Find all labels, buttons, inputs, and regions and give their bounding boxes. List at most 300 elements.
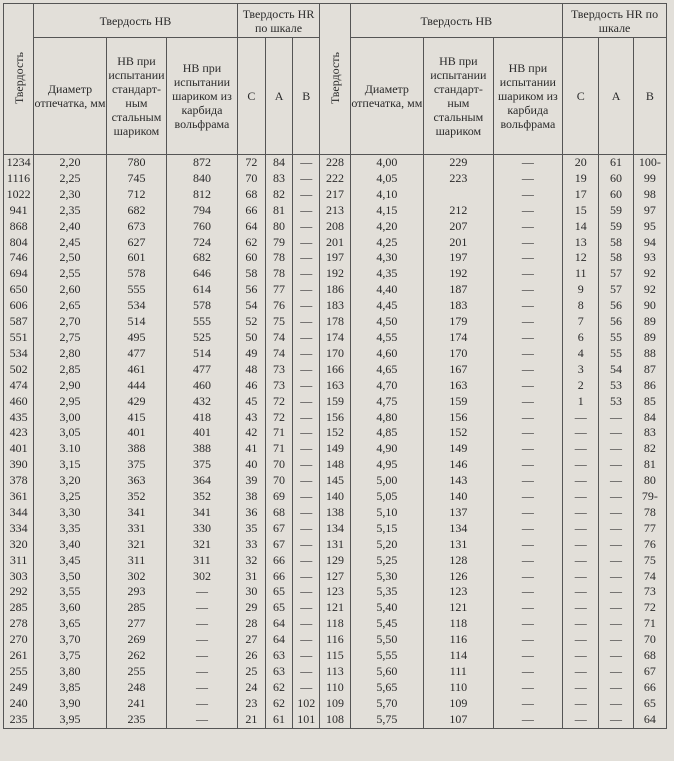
table-cell: —: [493, 473, 563, 489]
table-cell: 97: [633, 203, 666, 219]
table-cell: —: [493, 187, 563, 203]
table-cell: 72: [265, 410, 292, 426]
table-cell: —: [493, 537, 563, 553]
table-cell: 174: [320, 330, 350, 346]
table-cell: 68: [633, 648, 666, 664]
table-cell: 62: [265, 696, 292, 712]
table-cell: 794: [167, 203, 238, 219]
table-cell: 208: [320, 219, 350, 235]
table-cell: —: [167, 712, 238, 728]
table-cell: 868: [4, 219, 34, 235]
table-cell: 99: [633, 171, 666, 187]
table-cell: 235: [106, 712, 166, 728]
table-cell: 8: [563, 298, 599, 314]
table-cell: —: [493, 378, 563, 394]
table-cell: 48: [237, 362, 265, 378]
diameter-header-right: Диаметр отпечатка, мм: [350, 38, 424, 155]
table-cell: —: [563, 521, 599, 537]
table-cell: 80: [265, 219, 292, 235]
table-cell: 217: [320, 187, 350, 203]
table-cell: 2,55: [34, 266, 107, 282]
table-cell: 42: [237, 425, 265, 441]
table-cell: —: [293, 250, 320, 266]
table-cell: 2,80: [34, 346, 107, 362]
table-cell: —: [167, 664, 238, 680]
table-cell: —: [293, 553, 320, 569]
table-cell: 14: [563, 219, 599, 235]
table-cell: 222: [320, 171, 350, 187]
table-cell: —: [563, 664, 599, 680]
table-cell: —: [293, 235, 320, 251]
table-cell: 41: [237, 441, 265, 457]
table-cell: —: [563, 505, 599, 521]
table-cell: 59: [599, 219, 633, 235]
table-cell: 9: [563, 282, 599, 298]
table-cell: 341: [167, 505, 238, 521]
table-cell: 229: [424, 155, 494, 171]
table-cell: 474: [4, 378, 34, 394]
table-cell: 534: [106, 298, 166, 314]
table-cell: 5,05: [350, 489, 424, 505]
table-cell: 95: [633, 219, 666, 235]
table-cell: —: [493, 330, 563, 346]
table-cell: 461: [106, 362, 166, 378]
table-cell: 170: [320, 346, 350, 362]
table-cell: 115: [320, 648, 350, 664]
table-cell: —: [167, 600, 238, 616]
table-cell: 2,50: [34, 250, 107, 266]
table-cell: 682: [167, 250, 238, 266]
table-cell: —: [293, 330, 320, 346]
table-cell: 68: [265, 505, 292, 521]
table-cell: —: [493, 505, 563, 521]
table-cell: —: [563, 712, 599, 728]
table-cell: 5,45: [350, 616, 424, 632]
table-cell: 84: [633, 410, 666, 426]
table-cell: —: [293, 266, 320, 282]
table-cell: 107: [424, 712, 494, 728]
table-cell: 4,70: [350, 378, 424, 394]
table-cell: 186: [320, 282, 350, 298]
table-cell: 77: [265, 282, 292, 298]
table-cell: 66: [265, 569, 292, 585]
table-cell: —: [293, 505, 320, 521]
table-cell: 129: [320, 553, 350, 569]
table-cell: 88: [633, 346, 666, 362]
scale-a-header-left: А: [265, 38, 292, 155]
table-cell: 64: [265, 616, 292, 632]
table-cell: 3,25: [34, 489, 107, 505]
table-cell: 82: [265, 187, 292, 203]
scale-b-header-right: В: [633, 38, 666, 155]
table-cell: —: [293, 346, 320, 362]
table-cell: —: [493, 600, 563, 616]
table-cell: 32: [237, 553, 265, 569]
table-cell: —: [493, 664, 563, 680]
table-cell: 2,60: [34, 282, 107, 298]
table-row: [4, 203, 667, 219]
table-cell: 94: [633, 235, 666, 251]
table-row: [4, 489, 667, 505]
table-cell: 159: [424, 394, 494, 410]
table-cell: —: [493, 457, 563, 473]
table-row: [4, 235, 667, 251]
table-cell: —: [599, 616, 633, 632]
table-row: [4, 394, 667, 410]
table-cell: 33: [237, 537, 265, 553]
table-cell: 277: [106, 616, 166, 632]
table-cell: 650: [4, 282, 34, 298]
table-cell: 712: [106, 187, 166, 203]
table-cell: 4,85: [350, 425, 424, 441]
table-cell: 40: [237, 457, 265, 473]
table-cell: 302: [106, 569, 166, 585]
table-cell: 5,15: [350, 521, 424, 537]
scale-b-header-left: В: [293, 38, 320, 155]
table-cell: 627: [106, 235, 166, 251]
table-cell: 31: [237, 569, 265, 585]
table-cell: 29: [237, 600, 265, 616]
table-cell: 2,95: [34, 394, 107, 410]
table-cell: 6: [563, 330, 599, 346]
hb-group-header-right: Твердость НВ: [350, 4, 563, 38]
scale-c-header-left: С: [237, 38, 265, 155]
table-cell: 941: [4, 203, 34, 219]
table-cell: 152: [320, 425, 350, 441]
table-cell: 390: [4, 457, 34, 473]
table-cell: —: [293, 537, 320, 553]
table-cell: 3,15: [34, 457, 107, 473]
table-cell: 152: [424, 425, 494, 441]
table-cell: 364: [167, 473, 238, 489]
table-cell: 78: [633, 505, 666, 521]
table-cell: 11: [563, 266, 599, 282]
table-cell: —: [599, 489, 633, 505]
table-cell: 60: [599, 187, 633, 203]
table-cell: 201: [320, 235, 350, 251]
table-cell: 302: [167, 569, 238, 585]
table-cell: 197: [424, 250, 494, 266]
table-cell: —: [599, 457, 633, 473]
table-cell: 352: [106, 489, 166, 505]
table-cell: —: [293, 219, 320, 235]
table-cell: 20: [563, 155, 599, 171]
table-cell: —: [493, 155, 563, 171]
table-cell: 93: [633, 250, 666, 266]
table-row: [4, 457, 667, 473]
table-cell: 578: [167, 298, 238, 314]
table-cell: 21: [237, 712, 265, 728]
table-cell: 601: [106, 250, 166, 266]
table-cell: 5,35: [350, 584, 424, 600]
table-cell: 361: [4, 489, 34, 505]
table-cell: 3.10: [34, 441, 107, 457]
table-cell: 418: [167, 410, 238, 426]
table-cell: 2: [563, 378, 599, 394]
table-cell: 388: [106, 441, 166, 457]
table-cell: 3,55: [34, 584, 107, 600]
table-cell: 363: [106, 473, 166, 489]
table-cell: 66: [237, 203, 265, 219]
table-cell: 123: [424, 584, 494, 600]
table-row: [4, 410, 667, 426]
table-cell: 55: [599, 330, 633, 346]
table-cell: —: [167, 632, 238, 648]
table-cell: —: [563, 569, 599, 585]
table-cell: 5,75: [350, 712, 424, 728]
table-cell: 57: [599, 266, 633, 282]
table-cell: —: [293, 584, 320, 600]
table-cell: 192: [320, 266, 350, 282]
table-cell: 70: [265, 473, 292, 489]
table-row: [4, 441, 667, 457]
hr-group-header-right: Твердость HR по шкале: [563, 4, 667, 38]
table-cell: 92: [633, 282, 666, 298]
table-cell: —: [493, 219, 563, 235]
table-cell: —: [293, 187, 320, 203]
hb-steel-header-left: НВ при испытании стандарт-ным стальным шариком: [106, 38, 166, 155]
table-cell: 5,25: [350, 553, 424, 569]
table-cell: 25: [237, 664, 265, 680]
diameter-header-left: Диаметр отпечатка, мм: [34, 38, 107, 155]
table-row: [4, 425, 667, 441]
table-cell: 140: [320, 489, 350, 505]
table-cell: 65: [633, 696, 666, 712]
table-cell: 83: [633, 425, 666, 441]
table-cell: 54: [599, 362, 633, 378]
table-cell: —: [493, 632, 563, 648]
table-cell: —: [293, 394, 320, 410]
table-row: [4, 187, 667, 203]
table-cell: 401: [106, 425, 166, 441]
table-cell: 76: [265, 298, 292, 314]
table-cell: 5,60: [350, 664, 424, 680]
table-cell: 341: [106, 505, 166, 521]
table-cell: —: [493, 266, 563, 282]
table-cell: 745: [106, 171, 166, 187]
table-cell: 146: [424, 457, 494, 473]
table-cell: 352: [167, 489, 238, 505]
table-cell: 73: [633, 584, 666, 600]
table-cell: 81: [633, 457, 666, 473]
table-cell: 145: [320, 473, 350, 489]
table-cell: —: [167, 648, 238, 664]
table-cell: 5,00: [350, 473, 424, 489]
table-cell: 49: [237, 346, 265, 362]
table-cell: —: [599, 569, 633, 585]
table-cell: 311: [4, 553, 34, 569]
table-row: [4, 346, 667, 362]
table-cell: —: [293, 489, 320, 505]
table-cell: 525: [167, 330, 238, 346]
table-cell: 3,40: [34, 537, 107, 553]
table-cell: 3: [563, 362, 599, 378]
table-cell: —: [293, 378, 320, 394]
table-cell: 110: [320, 680, 350, 696]
table-cell: 85: [633, 394, 666, 410]
table-cell: 60: [237, 250, 265, 266]
table-cell: 197: [320, 250, 350, 266]
table-cell: 67: [265, 537, 292, 553]
table-cell: 270: [4, 632, 34, 648]
table-cell: —: [293, 521, 320, 537]
table-cell: —: [493, 203, 563, 219]
table-cell: 114: [424, 648, 494, 664]
table-cell: 121: [320, 600, 350, 616]
table-cell: 137: [424, 505, 494, 521]
table-cell: 187: [424, 282, 494, 298]
table-cell: 109: [320, 696, 350, 712]
hardness-table: [3, 3, 667, 729]
table-cell: —: [563, 616, 599, 632]
table-cell: 3,60: [34, 600, 107, 616]
table-cell: —: [293, 314, 320, 330]
table-cell: 53: [599, 394, 633, 410]
table-cell: 102: [293, 696, 320, 712]
table-cell: 293: [106, 584, 166, 600]
table-cell: —: [293, 362, 320, 378]
table-cell: 334: [4, 521, 34, 537]
table-cell: 143: [424, 473, 494, 489]
table-cell: 432: [167, 394, 238, 410]
table-cell: 4,30: [350, 250, 424, 266]
table-cell: 213: [320, 203, 350, 219]
table-cell: —: [293, 298, 320, 314]
table-cell: —: [599, 425, 633, 441]
table-row: [4, 362, 667, 378]
table-cell: 23: [237, 696, 265, 712]
table-cell: —: [563, 457, 599, 473]
table-cell: 477: [167, 362, 238, 378]
table-cell: 4,75: [350, 394, 424, 410]
table-cell: 113: [320, 664, 350, 680]
table-row: [4, 553, 667, 569]
table-cell: 285: [4, 600, 34, 616]
table-cell: 3,45: [34, 553, 107, 569]
table-cell: —: [167, 680, 238, 696]
table-cell: 15: [563, 203, 599, 219]
table-cell: 3,50: [34, 569, 107, 585]
table-cell: —: [563, 489, 599, 505]
table-cell: 1234: [4, 155, 34, 171]
table-cell: —: [493, 282, 563, 298]
table-cell: 73: [265, 378, 292, 394]
table-cell: 514: [106, 314, 166, 330]
table-cell: 321: [167, 537, 238, 553]
table-cell: 109: [424, 696, 494, 712]
table-cell: 423: [4, 425, 34, 441]
table-cell: 4,10: [350, 187, 424, 203]
table-cell: 72: [265, 394, 292, 410]
table-cell: —: [293, 425, 320, 441]
table-cell: 2,35: [34, 203, 107, 219]
table-cell: 55: [599, 346, 633, 362]
table-cell: 131: [424, 537, 494, 553]
table-cell: —: [493, 425, 563, 441]
table-cell: 63: [265, 648, 292, 664]
table-cell: 174: [424, 330, 494, 346]
table-row: [4, 330, 667, 346]
table-cell: 2,75: [34, 330, 107, 346]
table-cell: 4,55: [350, 330, 424, 346]
table-cell: 82: [633, 441, 666, 457]
table-cell: 118: [320, 616, 350, 632]
table-cell: —: [563, 425, 599, 441]
table-cell: 68: [237, 187, 265, 203]
table-cell: 66: [265, 553, 292, 569]
table-cell: 4,95: [350, 457, 424, 473]
table-cell: 72: [633, 600, 666, 616]
table-cell: 375: [106, 457, 166, 473]
table-cell: —: [493, 584, 563, 600]
table-row: [4, 155, 667, 171]
table-cell: —: [563, 553, 599, 569]
table-cell: 3,30: [34, 505, 107, 521]
table-row: [4, 250, 667, 266]
table-row: [4, 266, 667, 282]
table-cell: 502: [4, 362, 34, 378]
table-cell: 74: [265, 330, 292, 346]
table-row: [4, 314, 667, 330]
table-cell: 65: [265, 600, 292, 616]
table-cell: 53: [599, 378, 633, 394]
table-cell: 614: [167, 282, 238, 298]
table-cell: 555: [106, 282, 166, 298]
table-cell: —: [293, 171, 320, 187]
table-cell: 3,95: [34, 712, 107, 728]
table-cell: 163: [424, 378, 494, 394]
table-cell: 4,40: [350, 282, 424, 298]
table-cell: 4,50: [350, 314, 424, 330]
table-cell: 682: [106, 203, 166, 219]
table-cell: —: [293, 457, 320, 473]
table-cell: —: [599, 505, 633, 521]
table-cell: 388: [167, 441, 238, 457]
table-cell: 4,65: [350, 362, 424, 378]
table-cell: 24: [237, 680, 265, 696]
table-row: [4, 521, 667, 537]
table-cell: —: [563, 537, 599, 553]
table-cell: 2,85: [34, 362, 107, 378]
table-cell: 58: [237, 266, 265, 282]
table-cell: 2,40: [34, 219, 107, 235]
table-cell: —: [293, 600, 320, 616]
table-cell: 321: [106, 537, 166, 553]
table-cell: 534: [4, 346, 34, 362]
table-cell: 4,15: [350, 203, 424, 219]
table-cell: 149: [320, 441, 350, 457]
table-cell: —: [293, 664, 320, 680]
table-cell: 4,80: [350, 410, 424, 426]
table-cell: —: [599, 648, 633, 664]
table-cell: 66: [633, 680, 666, 696]
table-cell: 38: [237, 489, 265, 505]
table-cell: 3,70: [34, 632, 107, 648]
table-cell: 223: [424, 171, 494, 187]
table-cell: 79: [265, 235, 292, 251]
table-cell: 248: [106, 680, 166, 696]
table-cell: 3,80: [34, 664, 107, 680]
table-cell: —: [493, 250, 563, 266]
table-cell: [424, 187, 494, 203]
table-cell: 5,40: [350, 600, 424, 616]
table-cell: 192: [424, 266, 494, 282]
table-cell: —: [293, 441, 320, 457]
table-cell: 183: [424, 298, 494, 314]
table-cell: 46: [237, 378, 265, 394]
table-cell: 63: [265, 664, 292, 680]
table-cell: 235: [4, 712, 34, 728]
